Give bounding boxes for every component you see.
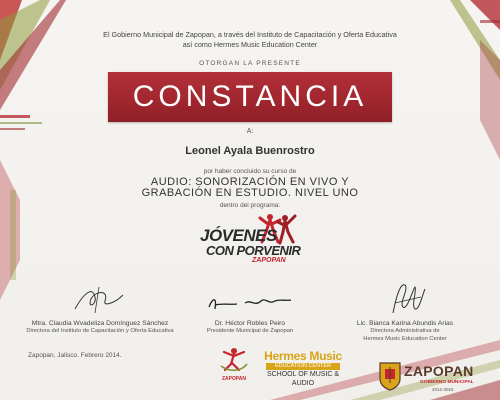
certificate-title: CONSTANCIA bbox=[132, 80, 368, 113]
issuer-statement bbox=[60, 30, 440, 50]
signatory-role-3b: Hermes Music Education Center bbox=[363, 336, 447, 342]
zapopan-logo-subtitle: GOBIERNO MUNICIPAL bbox=[420, 380, 474, 385]
program-label: dentro del programa: bbox=[219, 202, 281, 209]
figure-swoosh-icon bbox=[219, 346, 249, 372]
handwritten-signature-1 bbox=[65, 283, 135, 315]
issuer-line-1: El Gobierno Municipal de Zapopan, a través del Instituto de Capacitación y Oferta Educativa bbox=[103, 30, 397, 39]
handwritten-signature-3 bbox=[375, 283, 435, 315]
course-intro: por haber concluido su curso de bbox=[203, 168, 297, 175]
hermes-music-logo bbox=[262, 350, 344, 388]
signature-block-1 bbox=[15, 283, 185, 335]
recipient-label: A: bbox=[246, 128, 254, 135]
zapopan-seal-icon bbox=[378, 361, 402, 391]
zapopan-logo-name: ZAPOPAN bbox=[404, 363, 474, 379]
course-title bbox=[0, 177, 500, 199]
issuer-line-2: así como Hermes Music Education Center bbox=[182, 40, 318, 49]
small-logo-text: ZAPOPAN bbox=[221, 376, 247, 382]
program-logo-line-2: CON PORVENIR bbox=[206, 243, 301, 258]
hermes-logo-line-3: SCHOOL OF MUSIC & AUDIO bbox=[266, 371, 340, 387]
recipient-name: Leonel Ayala Buenrostro bbox=[185, 145, 315, 157]
zapopan-government-logo bbox=[374, 358, 494, 398]
signature-block-3 bbox=[325, 283, 485, 343]
hermes-logo-line-2: EDUCATION CENTER bbox=[266, 363, 340, 370]
course-title-line-1: AUDIO: SONORIZACIÓN EN VIVO Y bbox=[150, 176, 350, 188]
zapopan-logo-years: 2012-2015 bbox=[432, 387, 454, 392]
title-banner bbox=[108, 72, 392, 122]
course-title-line-2: GRABACIÓN EN ESTUDIO. NIVEL UNO bbox=[141, 187, 359, 199]
grant-statement: OTORGAN LA PRESENTE bbox=[199, 60, 301, 67]
signatory-role-2: Presidente Municipal de Zapopan bbox=[206, 328, 294, 334]
signatory-role-1: Directora del Instituto de Capacitación y Oferta Educativa bbox=[26, 328, 174, 334]
place-and-date: Zapopan, Jalisco. Febrero 2014. bbox=[28, 352, 122, 359]
signatory-role-3: Directora Administrativa de bbox=[370, 328, 440, 334]
handwritten-signature-2 bbox=[205, 283, 295, 315]
program-logo-line-1: JÓVENES bbox=[200, 226, 277, 245]
signature-block-2 bbox=[175, 283, 325, 335]
program-logo-line-3: ZAPOPAN bbox=[252, 257, 286, 264]
zapopan-program-small-logo bbox=[213, 346, 255, 382]
signatory-name-1: Mtra. Claudia Wvadeliza Domínguez Sánchez bbox=[31, 320, 169, 327]
hermes-logo-line-1: Hermes Music bbox=[264, 349, 342, 363]
signatory-name-3: Lic. Bianca Karina Abundis Arias bbox=[356, 320, 454, 327]
jovenes-con-porvenir-logo bbox=[200, 210, 310, 268]
signatory-name-2: Dr. Héctor Robles Peiro bbox=[214, 320, 286, 327]
